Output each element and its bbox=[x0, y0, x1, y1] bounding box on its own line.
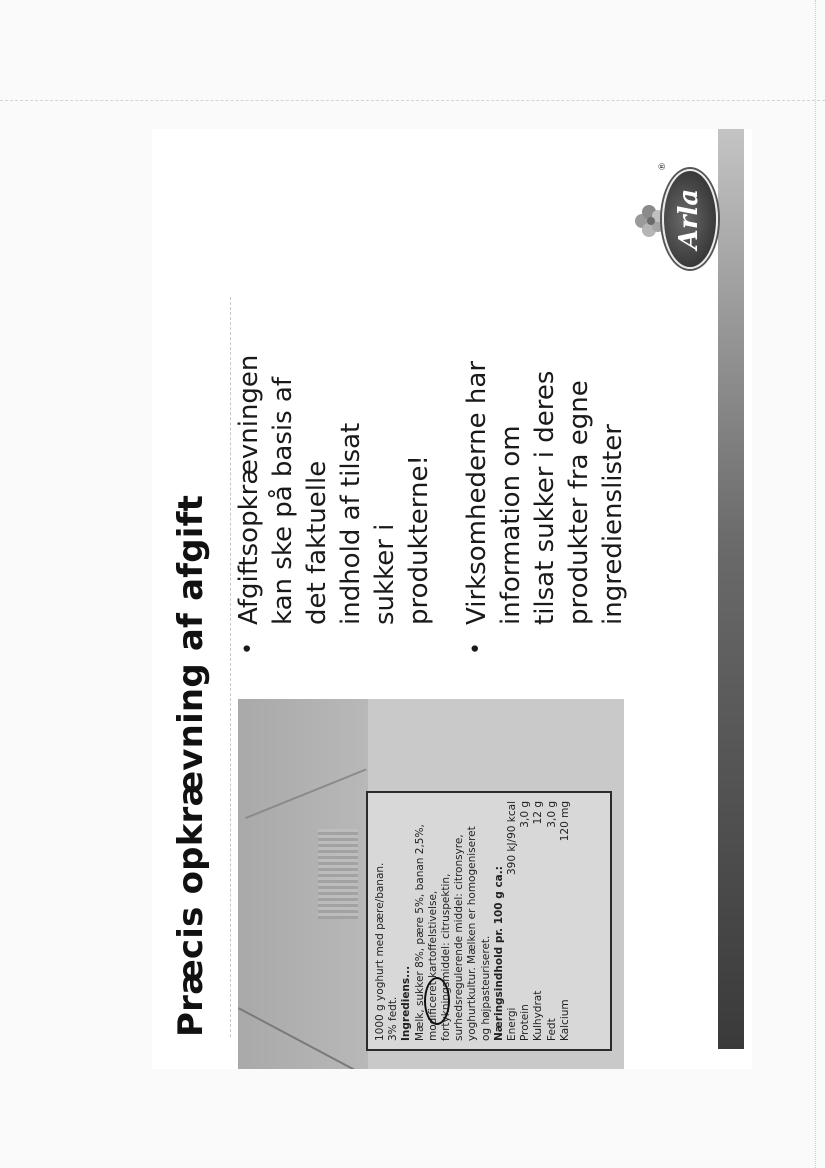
bullet-dot-icon: • bbox=[236, 642, 261, 655]
carton-fold-line bbox=[245, 768, 366, 819]
registered-mark: ® bbox=[658, 162, 668, 171]
label-line: surhedsregulerende middel: citronsyre, bbox=[453, 834, 466, 1041]
bullet-item bbox=[460, 359, 630, 659]
carton-fold-line bbox=[238, 1007, 371, 1069]
carton-print-mark bbox=[318, 829, 358, 919]
sugar-highlight-circle bbox=[424, 977, 450, 1025]
scan-border-top bbox=[0, 100, 825, 102]
nutrition-row bbox=[519, 801, 532, 1041]
label-line: Ingrediens... bbox=[400, 965, 413, 1041]
title-block bbox=[166, 317, 236, 1037]
nutrient-value: 390 kJ/90 kcal bbox=[506, 801, 519, 875]
bullet-text: Afgiftsopkrævningen kan ske på basis af det faktuelle indhold af tilsat sukker i produkterne! bbox=[234, 354, 434, 625]
nutrition-row bbox=[532, 801, 545, 1041]
nutrient-name: Protein bbox=[519, 1004, 532, 1041]
nutrition-row bbox=[559, 801, 572, 1041]
bullet-text: Virksomhederne har information om tilsat sukker i deres produkter fra egne ingredienslister bbox=[462, 360, 628, 625]
slide-title: Præcis opkrævning af afgift bbox=[171, 494, 211, 1037]
label-line: fortykningsmiddel: citruspektin, bbox=[440, 873, 453, 1041]
label-line: modificeret kartoffelstivelse, bbox=[426, 890, 439, 1041]
nutrition-row bbox=[546, 801, 559, 1041]
bullet-list bbox=[232, 354, 654, 659]
ingredient-label bbox=[366, 791, 612, 1051]
bullet-dot-icon: • bbox=[464, 642, 489, 655]
logo-wordmark: Arla bbox=[662, 169, 718, 269]
label-line: 3% fedt. bbox=[387, 996, 400, 1041]
nutrient-value: 3,0 g bbox=[545, 801, 558, 828]
label-line: Mælk, sukker 8%, pære 5%, banan 2,5%, bbox=[413, 824, 426, 1041]
nutrition-row bbox=[506, 801, 519, 1041]
label-line: yoghurtkultur. Mælken er homogeniseret bbox=[466, 826, 479, 1041]
nutrient-value: 3,0 g bbox=[519, 801, 532, 828]
nutrition-heading: Næringsindhold pr. 100 g ca.: bbox=[492, 866, 505, 1041]
title-divider bbox=[230, 297, 231, 1037]
scan-border-right bbox=[815, 0, 817, 1168]
product-label-photo bbox=[238, 699, 624, 1069]
nutrient-name: Fedt bbox=[545, 1018, 558, 1041]
nutrient-name: Energi bbox=[506, 1007, 519, 1041]
label-line: 1000 g yoghurt med pære/banan. bbox=[374, 862, 386, 1041]
nutrient-value: 120 mg bbox=[558, 801, 571, 842]
label-line: og højpasteuriseret. bbox=[479, 935, 492, 1041]
arla-logo bbox=[632, 159, 722, 279]
nutrient-value: 12 g bbox=[532, 801, 545, 825]
nutrient-name: Kulhydrat bbox=[532, 990, 545, 1041]
bullet-item bbox=[232, 354, 436, 659]
slide bbox=[152, 129, 752, 1069]
nutrient-name: Kalcium bbox=[558, 999, 571, 1041]
